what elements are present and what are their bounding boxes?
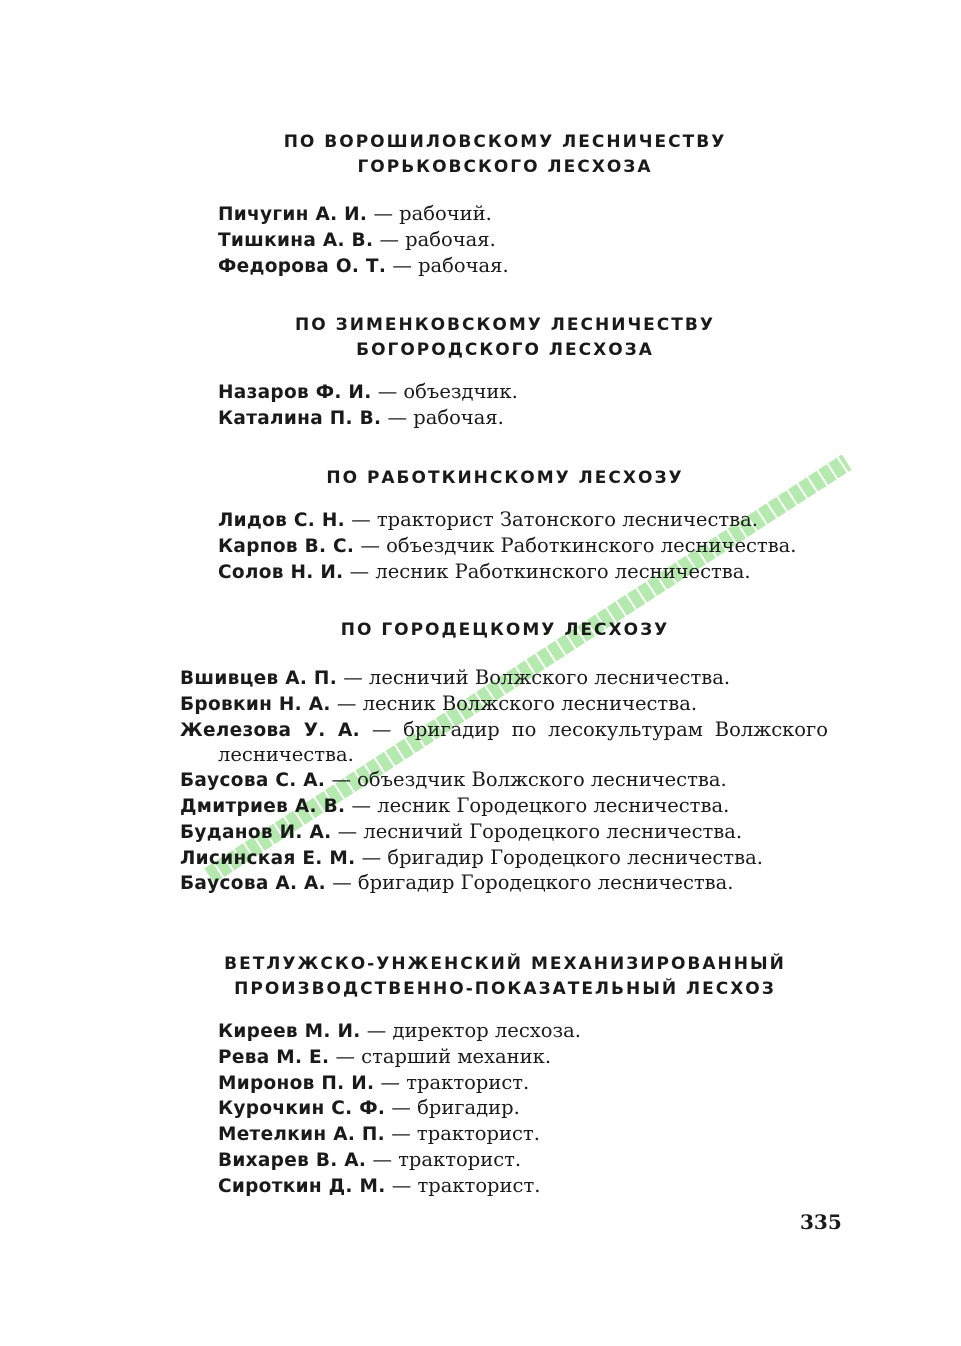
person-role: — рабочая. bbox=[387, 405, 504, 429]
person-name: Лисинская Е. М. bbox=[180, 847, 356, 869]
person-role: — бригадир Городецкого лесничества. bbox=[361, 845, 763, 869]
entry-list bbox=[180, 666, 828, 897]
heading-line: ПО ГОРОДЕЦКОМУ ЛЕСХОЗУ bbox=[340, 620, 670, 640]
list-item bbox=[218, 534, 868, 560]
person-name: Лидов С. Н. bbox=[218, 510, 345, 531]
person-role: — лесник Волжского лесничества. bbox=[336, 691, 698, 715]
person-role: — директор лесхоза. bbox=[366, 1019, 581, 1042]
person-role: — рабочая. bbox=[392, 253, 509, 277]
section-heading bbox=[180, 618, 830, 643]
list-item bbox=[218, 1096, 868, 1122]
list-item bbox=[180, 871, 828, 897]
person-role: — лесник Городецкого лесничества. bbox=[351, 793, 730, 817]
heading-line: ПО ЗИМЕНКОВСКОМУ ЛЕСНИЧЕСТВУ bbox=[295, 315, 715, 335]
entry-list bbox=[218, 508, 868, 585]
entry-list bbox=[218, 380, 868, 432]
person-name: Рева М. Е. bbox=[218, 1046, 330, 1068]
person-role: — объездчик Работкинского лесничества. bbox=[360, 533, 797, 557]
list-item bbox=[218, 202, 868, 228]
person-role: — рабочая. bbox=[379, 227, 496, 251]
person-role: — тракторист. bbox=[391, 1122, 540, 1146]
list-item bbox=[218, 406, 868, 432]
person-role: — лесничий Городецкого лесничества. bbox=[337, 819, 743, 843]
list-item bbox=[180, 768, 828, 794]
heading-line: БОГОРОДСКОГО ЛЕСХОЗА bbox=[356, 340, 654, 360]
person-name: Бровкин Н. А. bbox=[180, 693, 331, 715]
section-heading bbox=[180, 130, 830, 180]
list-item bbox=[218, 1122, 868, 1148]
person-role: — рабочий. bbox=[373, 202, 492, 225]
list-item bbox=[180, 846, 828, 872]
person-role: — тракторист. bbox=[391, 1173, 541, 1197]
person-name: Миронов П. И. bbox=[218, 1072, 375, 1094]
person-name: Метелкин А. П. bbox=[218, 1124, 386, 1146]
list-item bbox=[218, 1019, 868, 1045]
list-item bbox=[218, 560, 868, 586]
section-heading bbox=[180, 466, 830, 491]
person-name: Тишкина А. В. bbox=[218, 229, 374, 251]
list-item bbox=[180, 718, 828, 769]
person-role: — лесничий Волжского лесничества. bbox=[343, 666, 731, 689]
list-item bbox=[218, 254, 868, 280]
section-heading bbox=[180, 313, 830, 363]
person-role: — объездчик Волжского лесничества. bbox=[331, 768, 727, 792]
person-role: — тракторист Затонского лесничества. bbox=[351, 508, 758, 531]
person-name: Солов Н. И. bbox=[218, 561, 344, 583]
list-item bbox=[218, 1045, 868, 1071]
person-name: Вшивцев А. П. bbox=[180, 668, 338, 689]
person-name: Каталина П. В. bbox=[218, 407, 382, 429]
heading-line: ГОРЬКОВСКОГО ЛЕСХОЗА bbox=[357, 157, 653, 177]
person-role: — объездчик. bbox=[377, 380, 518, 403]
person-name: Пичугин А. И. bbox=[218, 204, 368, 225]
person-name: Назаров Ф. И. bbox=[218, 382, 372, 403]
heading-line: ПО ВОРОШИЛОВСКОМУ ЛЕСНИЧЕСТВУ bbox=[283, 132, 727, 152]
person-name: Вихарев В. А. bbox=[218, 1149, 367, 1171]
list-item bbox=[180, 666, 828, 692]
entry-list bbox=[218, 1019, 868, 1200]
list-item bbox=[180, 794, 828, 820]
person-role: — тракторист. bbox=[372, 1147, 522, 1171]
person-name: Баусова А. А. bbox=[180, 873, 326, 895]
person-role: — бригадир по лесокультурам Волжского лесничества. bbox=[218, 717, 828, 767]
person-name: Буданов И. А. bbox=[180, 821, 332, 843]
heading-line: ПО РАБОТКИНСКОМУ ЛЕСХОЗУ bbox=[326, 468, 684, 488]
person-role: — бригадир. bbox=[391, 1096, 520, 1120]
heading-line: ПРОИЗВОДСТВЕННО-ПОКАЗАТЕЛЬНЫЙ ЛЕСХОЗ bbox=[234, 979, 776, 999]
person-role: — тракторист. bbox=[380, 1070, 530, 1094]
list-item bbox=[218, 1174, 868, 1200]
person-name: Железова У. А. bbox=[180, 719, 360, 741]
person-name: Киреев М. И. bbox=[218, 1021, 361, 1042]
list-item bbox=[218, 508, 868, 534]
person-name: Федорова О. Т. bbox=[218, 255, 387, 277]
person-name: Сироткин Д. М. bbox=[218, 1175, 386, 1197]
person-name: Карпов В. С. bbox=[218, 535, 355, 557]
person-name: Курочкин С. Ф. bbox=[218, 1098, 386, 1120]
entry-list bbox=[218, 202, 868, 279]
person-name: Баусова С. А. bbox=[180, 770, 326, 792]
list-item bbox=[218, 228, 868, 254]
person-role: — лесник Работкинского лесничества. bbox=[349, 559, 751, 583]
section-heading bbox=[180, 952, 830, 1002]
page-number: 335 bbox=[800, 1210, 842, 1234]
list-item bbox=[180, 692, 828, 718]
list-item bbox=[218, 1071, 868, 1097]
person-role: — старший механик. bbox=[335, 1044, 552, 1068]
heading-line: ВЕТЛУЖСКО-УНЖЕНСКИЙ МЕХАНИЗИРОВАННЫЙ bbox=[224, 954, 786, 974]
person-name: Дмитриев А. В. bbox=[180, 795, 346, 817]
list-item bbox=[218, 380, 868, 406]
list-item bbox=[180, 820, 828, 846]
list-item bbox=[218, 1148, 868, 1174]
person-role: — бригадир Городецкого лесничества. bbox=[332, 871, 734, 895]
